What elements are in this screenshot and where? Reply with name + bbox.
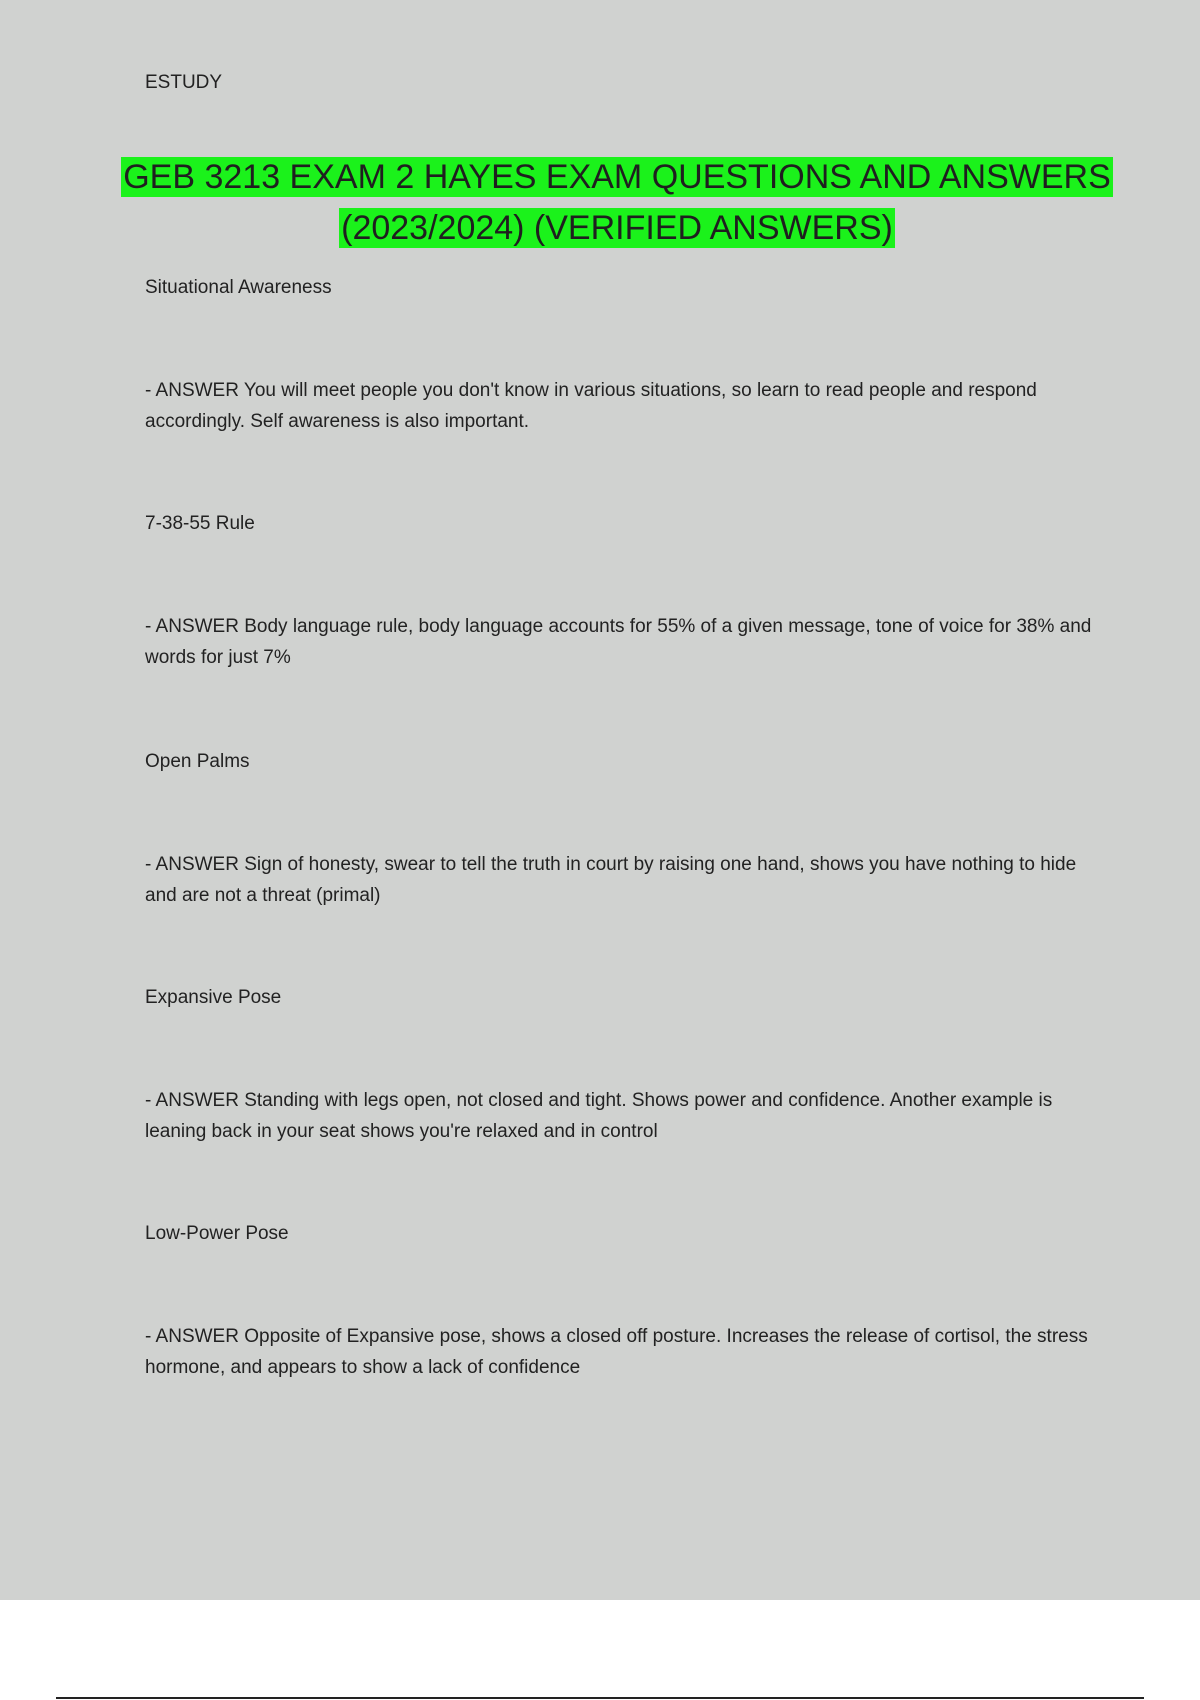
term-low-power-pose: Low-Power Pose [145,1223,289,1244]
header-label: ESTUDY [145,72,223,93]
term-expansive-pose: Expansive Pose [145,987,282,1008]
footer-divider [56,1697,1144,1699]
answer-7-38-55-rule: - ANSWER Body language rule, body language accounts for 55% of a given message, tone of voice for 38% and words for just 7% [145,616,1092,668]
answer-expansive-pose: - ANSWER Standing with legs open, not closed and tight. Shows power and confidence. Another example is leaning back in your seat shows you're relaxed and in control [145,1090,1053,1142]
answer-low-power-pose: - ANSWER Opposite of Expansive pose, shows a closed off posture. Increases the release of cortisol, the stress hormone, and appears to show a lack of confidence [145,1326,1088,1378]
title-line-2: (2023/2024) (VERIFIED ANSWERS) [341,209,893,247]
document-title [0,152,1200,254]
term-situational-awareness: Situational Awareness [145,277,332,298]
answer-situational-awareness: - ANSWER You will meet people you don't know in various situations, so learn to read people and respond accordingly. Self awareness is also important. [145,380,1037,432]
term-open-palms: Open Palms [145,751,250,772]
title-line-1: GEB 3213 EXAM 2 HAYES EXAM QUESTIONS AND ANSWERS [123,158,1111,196]
answer-open-palms: - ANSWER Sign of honesty, swear to tell the truth in court by raising one hand, shows you have nothing to hide and are not a threat (primal) [145,854,1077,906]
term-7-38-55-rule: 7-38-55 Rule [145,513,255,534]
